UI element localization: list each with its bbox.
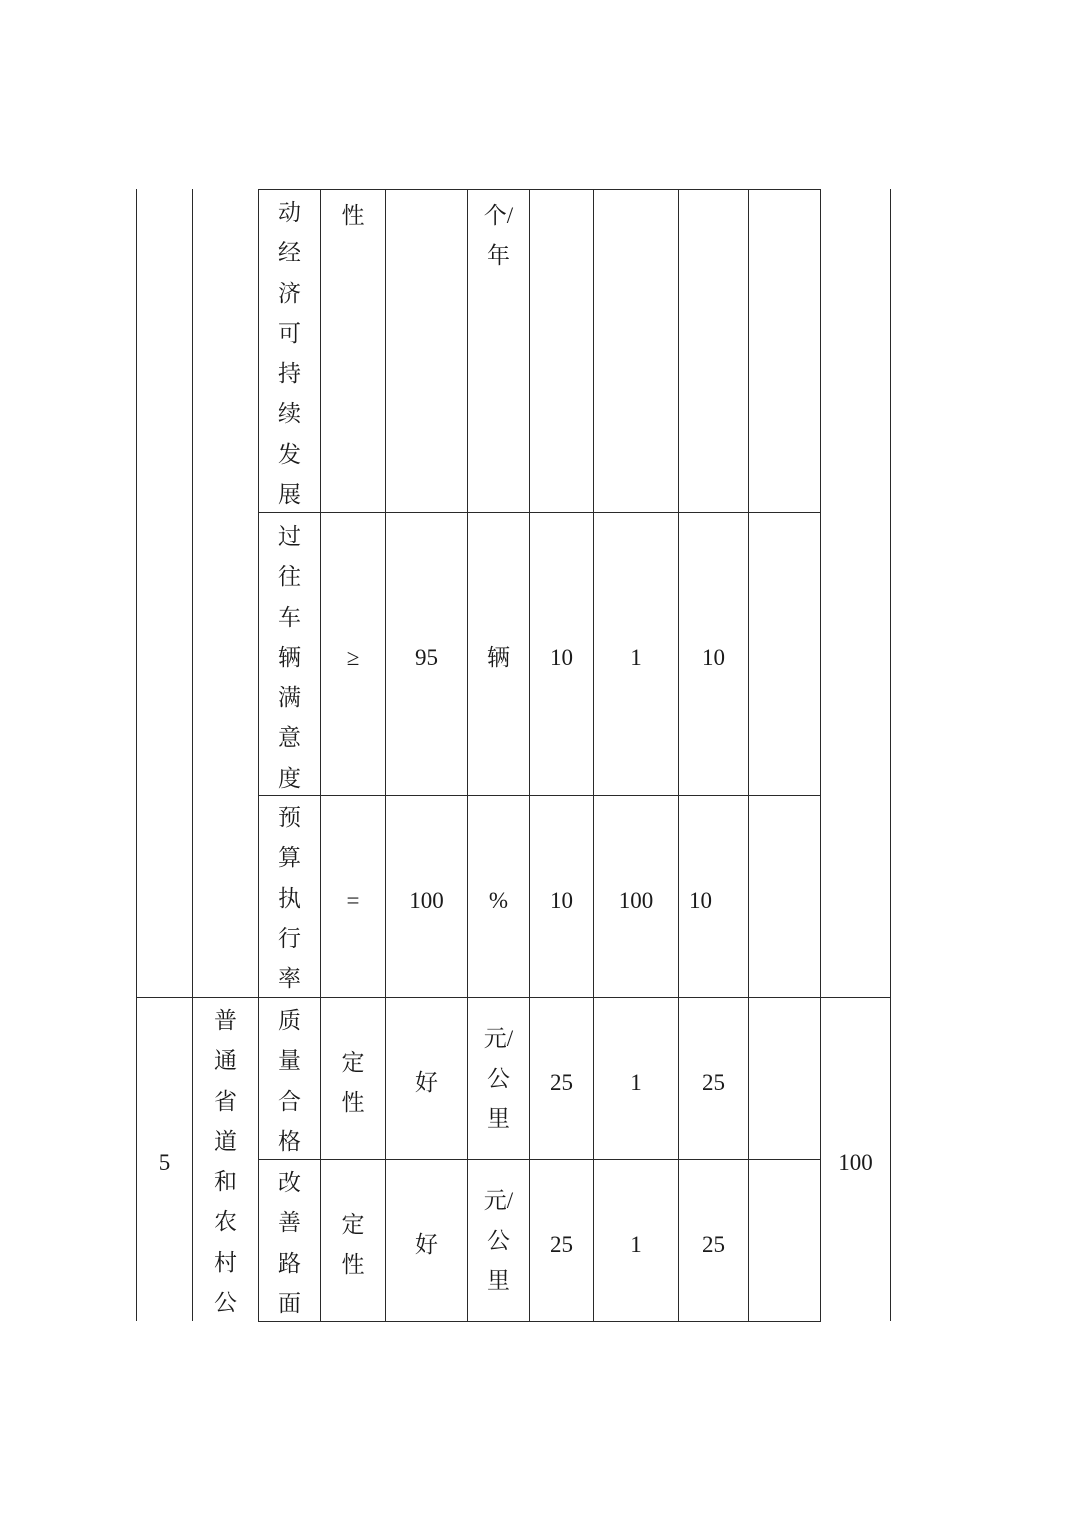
actual-cell	[594, 796, 678, 1006]
operator-cell	[321, 190, 385, 512]
index-text: 5	[158, 1150, 171, 1175]
unit-cell	[468, 1160, 529, 1321]
score-text: 25	[702, 1069, 725, 1095]
indicator-text: 动经济可持续发展	[278, 200, 301, 508]
indicator-cell	[259, 190, 320, 512]
target-cell	[386, 998, 467, 1167]
indicator-text: 改善路面	[278, 1170, 301, 1316]
weight-text: 10	[550, 645, 573, 670]
operator-cell	[321, 998, 385, 1167]
grid-line	[890, 189, 891, 1321]
target-cell	[386, 796, 467, 1006]
weight-text: 25	[550, 1231, 573, 1257]
weight-cell	[530, 998, 593, 1167]
weight-cell	[530, 513, 593, 803]
indicator-text: 质量合格	[278, 1008, 301, 1154]
grid-line	[748, 189, 749, 1322]
unit-text: 元/公里	[483, 1187, 514, 1293]
unit-text: 元/公里	[483, 1025, 514, 1131]
target-text: 好	[415, 1231, 438, 1257]
weight-text: 10	[550, 888, 573, 913]
indicator-cell	[259, 1160, 320, 1321]
target-text: 100	[409, 888, 444, 913]
indicator-cell	[259, 796, 320, 997]
score-cell	[679, 1160, 748, 1329]
total-score-text: 100	[838, 1150, 873, 1175]
actual-text: 1	[630, 645, 642, 670]
score-text: 10	[702, 645, 725, 670]
operator-text: =	[346, 888, 360, 913]
weight-text: 25	[550, 1069, 573, 1095]
project-name-text: 普通省道和农村公	[214, 1008, 237, 1316]
target-cell	[386, 1160, 467, 1329]
score-text: 25	[702, 1231, 725, 1257]
score-cell	[679, 513, 748, 803]
actual-cell	[594, 998, 678, 1167]
target-cell	[386, 190, 467, 512]
operator-cell	[321, 796, 385, 1006]
operator-text: 定性	[341, 1211, 365, 1277]
actual-cell	[594, 1160, 678, 1329]
operator-cell	[321, 1160, 385, 1329]
unit-text: 个/年	[483, 203, 514, 268]
weight-cell	[530, 1160, 593, 1329]
unit-cell	[468, 513, 529, 803]
indicator-text: 预算执行率	[278, 805, 301, 992]
unit-text: 辆	[487, 645, 510, 670]
actual-cell	[594, 513, 678, 803]
indicator-cell	[259, 513, 320, 795]
index-cell	[137, 998, 192, 1328]
target-cell	[386, 513, 467, 803]
score-text: 10	[689, 888, 712, 913]
project-name-cell	[193, 998, 258, 1321]
actual-text: 1	[630, 1231, 642, 1257]
operator-text: 性	[341, 203, 365, 228]
indicator-cell	[259, 998, 320, 1159]
unit-text: %	[488, 888, 509, 913]
operator-text: ≥	[346, 645, 360, 670]
operator-text: 定性	[341, 1049, 365, 1115]
indicator-text: 过往车辆满意度	[278, 524, 301, 791]
unit-cell	[468, 998, 529, 1159]
score-cell	[679, 998, 748, 1167]
weight-cell	[530, 796, 593, 1006]
actual-text: 1	[630, 1069, 642, 1095]
total-score-cell	[821, 998, 890, 1328]
actual-text: 100	[618, 888, 654, 913]
target-text: 95	[415, 645, 438, 670]
score-cell	[679, 796, 748, 1006]
operator-cell	[321, 513, 385, 803]
target-text: 好	[415, 1069, 438, 1095]
unit-cell	[468, 190, 529, 512]
unit-cell	[468, 796, 529, 1006]
